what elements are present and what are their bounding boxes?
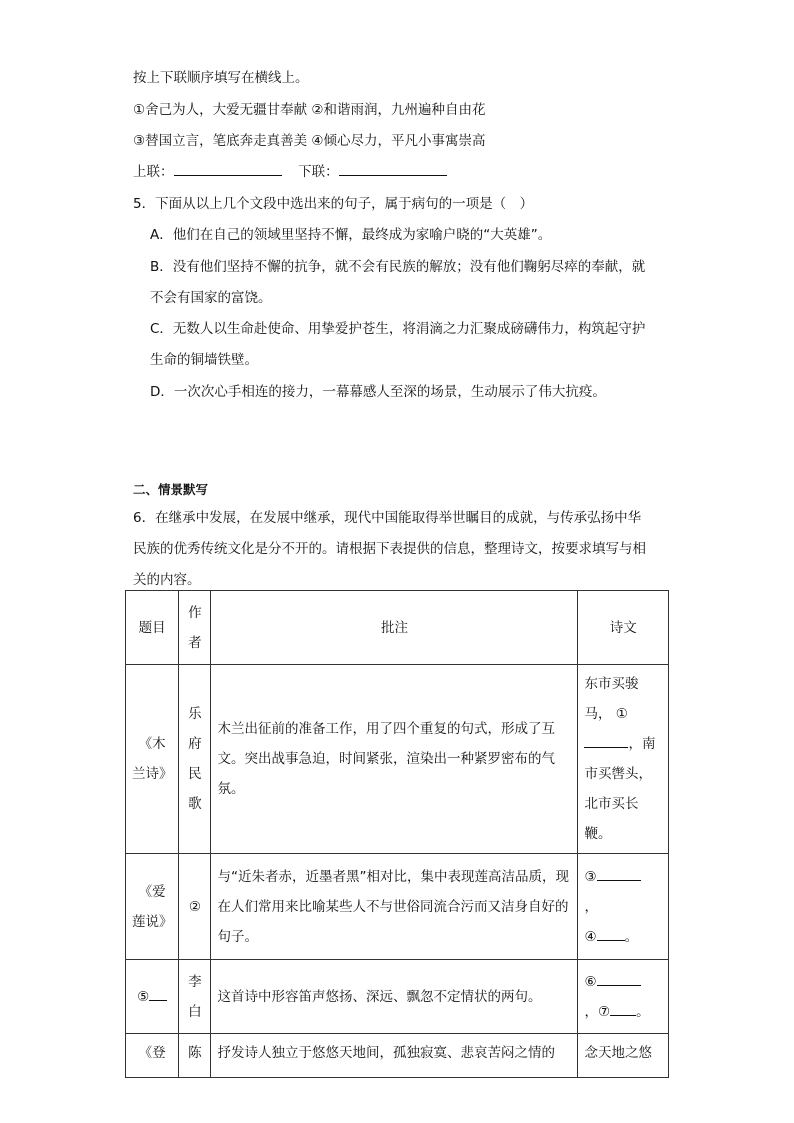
q4-options-line-1: ①舍己为人，大爱无疆甘奉献 ②和谐雨润，九州遍种自由花 — [133, 102, 486, 118]
upper-couplet-blank[interactable] — [174, 161, 282, 176]
q5-option-c-cont: 生命的铜墙铁壁。 — [150, 352, 258, 368]
row-text: 念天地之悠 — [578, 1034, 669, 1078]
blank-marker: ④ — [584, 928, 597, 945]
q5-option-b-cont: 不会有国家的富饶。 — [150, 290, 272, 306]
table-row — [126, 665, 669, 854]
blank-marker: ⑥ — [584, 973, 597, 990]
q5-option-a[interactable]: A．他们在自己的领域里坚持不懈，最终成为家喻户晓的“大英雄”。 — [150, 227, 552, 243]
q5-option-d[interactable]: D．一次次心手相连的接力，一幕幕感人至深的场景，生动展示了伟大抗疫。 — [150, 384, 606, 400]
answer-blank-1[interactable] — [584, 733, 628, 748]
q4-answer-line — [133, 160, 447, 180]
row-title: 《登 — [126, 1034, 179, 1078]
row-title: 《爱莲说》 — [126, 854, 179, 960]
poem-punct: ， — [584, 898, 598, 915]
poem-table — [125, 590, 669, 1078]
row-title: 《木兰诗》 — [126, 665, 179, 854]
row-note: 木兰出征前的准备工作，用了四个重复的句式，形成了互文。突出战事急迫，时间紧张，渲染出一种紧罗密布的气氛。 — [211, 665, 578, 854]
lower-couplet-blank[interactable] — [339, 161, 447, 176]
table-row — [126, 1034, 669, 1078]
table-row — [126, 960, 669, 1034]
header-note: 批注 — [211, 591, 578, 665]
q5-option-b[interactable]: B．没有他们坚持不懈的抗争，就不会有民族的解放；没有他们鞠躬尽瘁的奉献，就 — [150, 259, 646, 275]
poem-line: ，南市买辔头，北市买长鞭。 — [584, 736, 656, 842]
row-author: ② — [179, 854, 211, 960]
answer-blank-4[interactable] — [597, 926, 625, 941]
poem-punct: 。 — [636, 1003, 650, 1020]
lower-couplet-label: 下联： — [298, 164, 339, 180]
row-note: 与“近朱者赤，近墨者黑”相对比，集中表现莲高洁品质，现在人们常用来比喻某些人不与世俗同流合污而又洁身自好的句子。 — [211, 854, 578, 960]
q6-stem-line-3: 关的内容。 — [133, 572, 201, 588]
poem-line: 东市买骏马， — [584, 676, 639, 722]
table-header-row — [126, 591, 669, 665]
row-title — [126, 960, 179, 1034]
row-note: 这首诗中形容笛声悠扬、深远、飘忽不定情状的两句。 — [211, 960, 578, 1034]
blank-marker: ① — [615, 706, 628, 722]
answer-blank-5[interactable] — [149, 986, 167, 1001]
q6-stem-line-1: 6．在继承中发展，在发展中继承，现代中国能取得举世瞩目的成就，与传承弘扬中华 — [133, 510, 642, 526]
poem-punct: 。 — [624, 928, 639, 945]
answer-blank-7[interactable] — [610, 1001, 636, 1016]
header-author: 作者 — [179, 591, 211, 665]
blank-marker: ⑤ — [137, 988, 150, 1005]
blank-marker: ，⑦ — [584, 1003, 611, 1020]
row-text — [578, 960, 669, 1034]
section-heading: 二、情景默写 — [133, 482, 209, 497]
row-author: 陈 — [179, 1034, 211, 1078]
q5-stem: 5．下面从以上几个文段中选出来的句子，属于病句的一项是（ ） — [133, 196, 534, 212]
row-text — [578, 665, 669, 854]
row-author: 乐府民歌 — [179, 665, 211, 854]
answer-blank-3[interactable] — [597, 866, 641, 881]
q5-option-c[interactable]: C．无数人以生命赴使命、用挚爱护苍生，将涓滴之力汇聚成磅礴伟力，构筑起守护 — [150, 321, 646, 337]
row-author: 李白 — [179, 960, 211, 1034]
header-title: 题目 — [126, 591, 179, 665]
blank-marker: ③ — [584, 868, 597, 885]
row-note: 抒发诗人独立于悠悠天地间，孤独寂寞、悲哀苦闷之情的 — [211, 1034, 578, 1078]
answer-blank-6[interactable] — [597, 971, 641, 986]
table-row — [126, 854, 669, 960]
q4-instruction: 按上下联顺序填写在横线上。 — [133, 70, 309, 86]
row-text — [578, 854, 669, 960]
upper-couplet-label: 上联： — [133, 164, 174, 180]
q6-stem-line-2: 民族的优秀传统文化是分不开的。请根据下表提供的信息，整理诗文，按要求填写与相 — [133, 541, 646, 557]
header-text: 诗文 — [578, 591, 669, 665]
q4-options-line-2: ③替国立言，笔底奔走真善美 ④倾心尽力，平凡小事寓崇高 — [133, 133, 486, 149]
